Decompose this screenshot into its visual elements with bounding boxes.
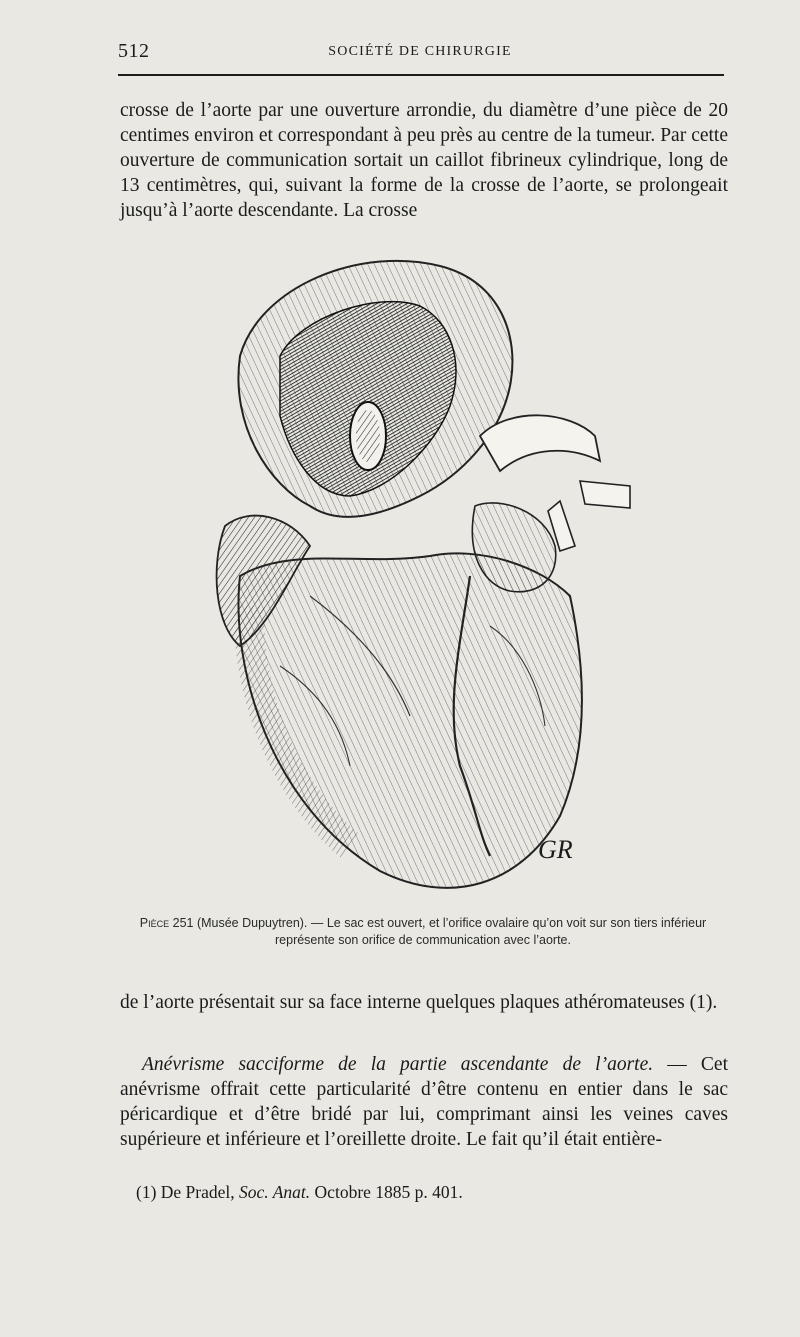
figure-caption (120, 915, 726, 949)
section-title: Anévrisme sacciforme de la partie ascendante de l’aorte. (142, 1054, 654, 1075)
page-header (118, 40, 722, 70)
heart-engraving (200, 246, 650, 896)
section-text: — Cet anévrisme offrait cette particularité d’être contenu en entier dans le sac péricardique et d’être bridé par lui, comprimant ainsi les veines caves supérieure et inférieure et l’oreillette droite. Le fait qu’il était entière- (120, 1054, 728, 1150)
footnote-journal: Soc. Anat. (239, 1182, 311, 1202)
body-paragraph-2: de l’aorte présentait sur sa face interne quelques plaques athéromateuses (1). (120, 992, 718, 1013)
footnote-marker: (1) (136, 1182, 157, 1202)
engraver-monogram: GR (538, 835, 573, 864)
running-head: SOCIÉTÉ DE CHIRURGIE (328, 44, 512, 59)
footnote-author: De Pradel, (156, 1182, 240, 1202)
header-rule (118, 74, 724, 76)
page-number: 512 (118, 40, 150, 62)
body-paragraph-1: crosse de l’aorte par une ouverture arrondie, du diamètre d’une pièce de 20 centimes environ et correspondant à peu près au centre de la tumeur. Par cette ouverture de communication sortait un caillot fibrineux cylindrique, long de 13 centimètres, qui, suivant la forme de la crosse de l’aorte, se prolongeait jusqu’à l’aorte descendante. La crosse (120, 100, 728, 221)
ventricle-shape (239, 553, 582, 887)
caption-label: Pièce 251 (139, 916, 194, 930)
heart-illustration (200, 246, 650, 896)
footnote (136, 1181, 716, 1203)
footnote-details: Octobre 1885 p. 401. (310, 1182, 463, 1202)
body-paragraph-3 (120, 1052, 728, 1152)
caption-text: (Musée Dupuytren). — Le sac est ouvert, et l’orifice ovalaire qu’on voit sur son tiers inférieur représente son orifice de communication avec l’aorte. (193, 916, 707, 947)
